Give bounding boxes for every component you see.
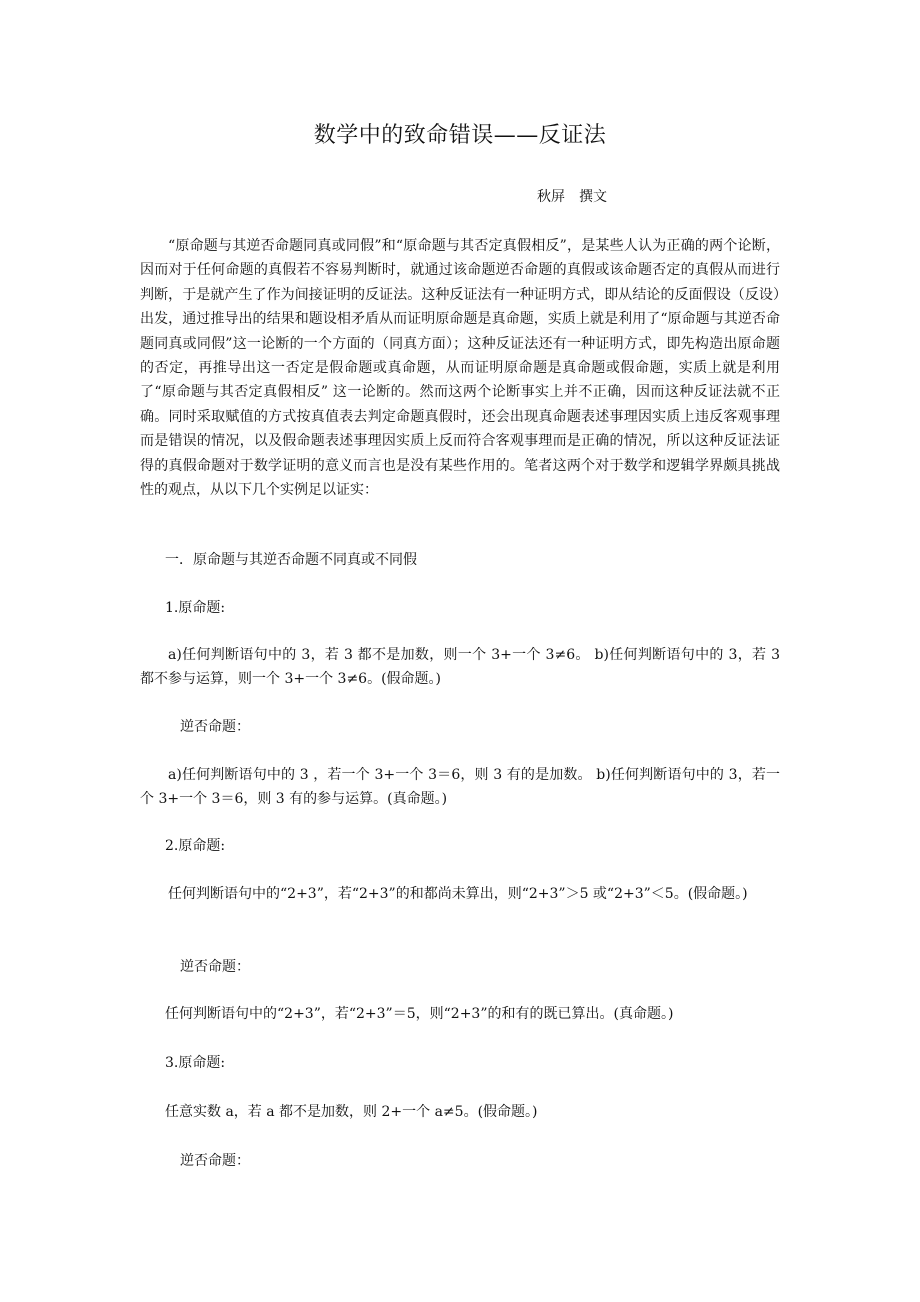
item-1-original-proposition: a)任何判断语句中的 3，若 3 都不是加数，则一个 3+一个 3≠6。 b)任何判断语句中的 3，若 3 都不参与运算，则一个 3+一个 3≠6。(假命题。) bbox=[140, 647, 780, 688]
item-3-label: 3.原命题: bbox=[165, 1055, 226, 1071]
item-2-contrapositive: 任何判断语句中的“2+3”，若“2+3”＝5，则“2+3”的和有的既已算出。(真命题。) bbox=[165, 1006, 674, 1022]
section-1-heading: 一．原命题与其逆否命题不同真或不同假 bbox=[165, 552, 417, 568]
intro-paragraph: “原命题与其逆否命题同真或同假”和“原命题与其否定真假相反”，是某些人认为正确的两个论断，因而对于任何命题的真假若不容易判断时，就通过该命题逆否命题的真假或该命题否定的真假从而进行判断，于是就产生了作为间接证明的反证法。这种反证法有一种证明方式，即从结论的反面假设（反设）出发，通过推导出的结果和题设相矛盾从而证明原命题是真命题，实质上就是利用了“原命题与其逆否命题同真或同假”这一论断的一个方面的（同真方面）；这种反证法还有一种证明方式，即先构造出原命题的否定，再推导出这一否定是假命题或真命题，从而证明原命题是真命题或假命题，实质上就是利用了“原命题与其否定真假相反” 这一论断的。然而这两个论断事实上并不正确，因而这种反证法就不正确。同时采取赋值的方式按真值表去判定命题真假时，还会出现真命题表述事理因实质上违反客观事理而是错误的情况，以及假命题表述事理因实质上反而符合客观事理而是正确的情况，所以这种反证法证得的真假命题对于数学证明的意义而言也是没有某些作用的。笔者这两个对于数学和逻辑学界颇具挑战性的观点，从以下几个实例足以证实： bbox=[140, 238, 780, 499]
item-3-contrapositive-label: 逆否命题： bbox=[180, 1153, 250, 1169]
item-2-label: 2.原命题: bbox=[165, 838, 226, 854]
item-2-original-proposition: 任何判断语句中的“2+3”，若“2+3”的和都尚未算出，则“2+3”＞5 或“2+3”＜5。(假命题。) bbox=[168, 886, 748, 902]
item-3-original-proposition: 任意实数 a，若 a 都不是加数，则 2+一个 a≠5。(假命题。) bbox=[165, 1104, 538, 1120]
item-1-contrapositive: a)任何判断语句中的 3 ，若一个 3+一个 3＝6，则 3 有的是加数。 b)任何判断语句中的 3，若一个 3+一个 3＝6，则 3 有的参与运算。(真命题。) bbox=[140, 767, 780, 808]
item-2-contrapositive-label: 逆否命题： bbox=[180, 959, 250, 975]
author-line: 秋屏 撰文 bbox=[537, 189, 607, 205]
item-1-label: 1.原命题: bbox=[165, 600, 226, 616]
document-title: 数学中的致命错误——反证法 bbox=[313, 123, 607, 148]
item-1-contrapositive-label: 逆否命题： bbox=[180, 719, 250, 735]
